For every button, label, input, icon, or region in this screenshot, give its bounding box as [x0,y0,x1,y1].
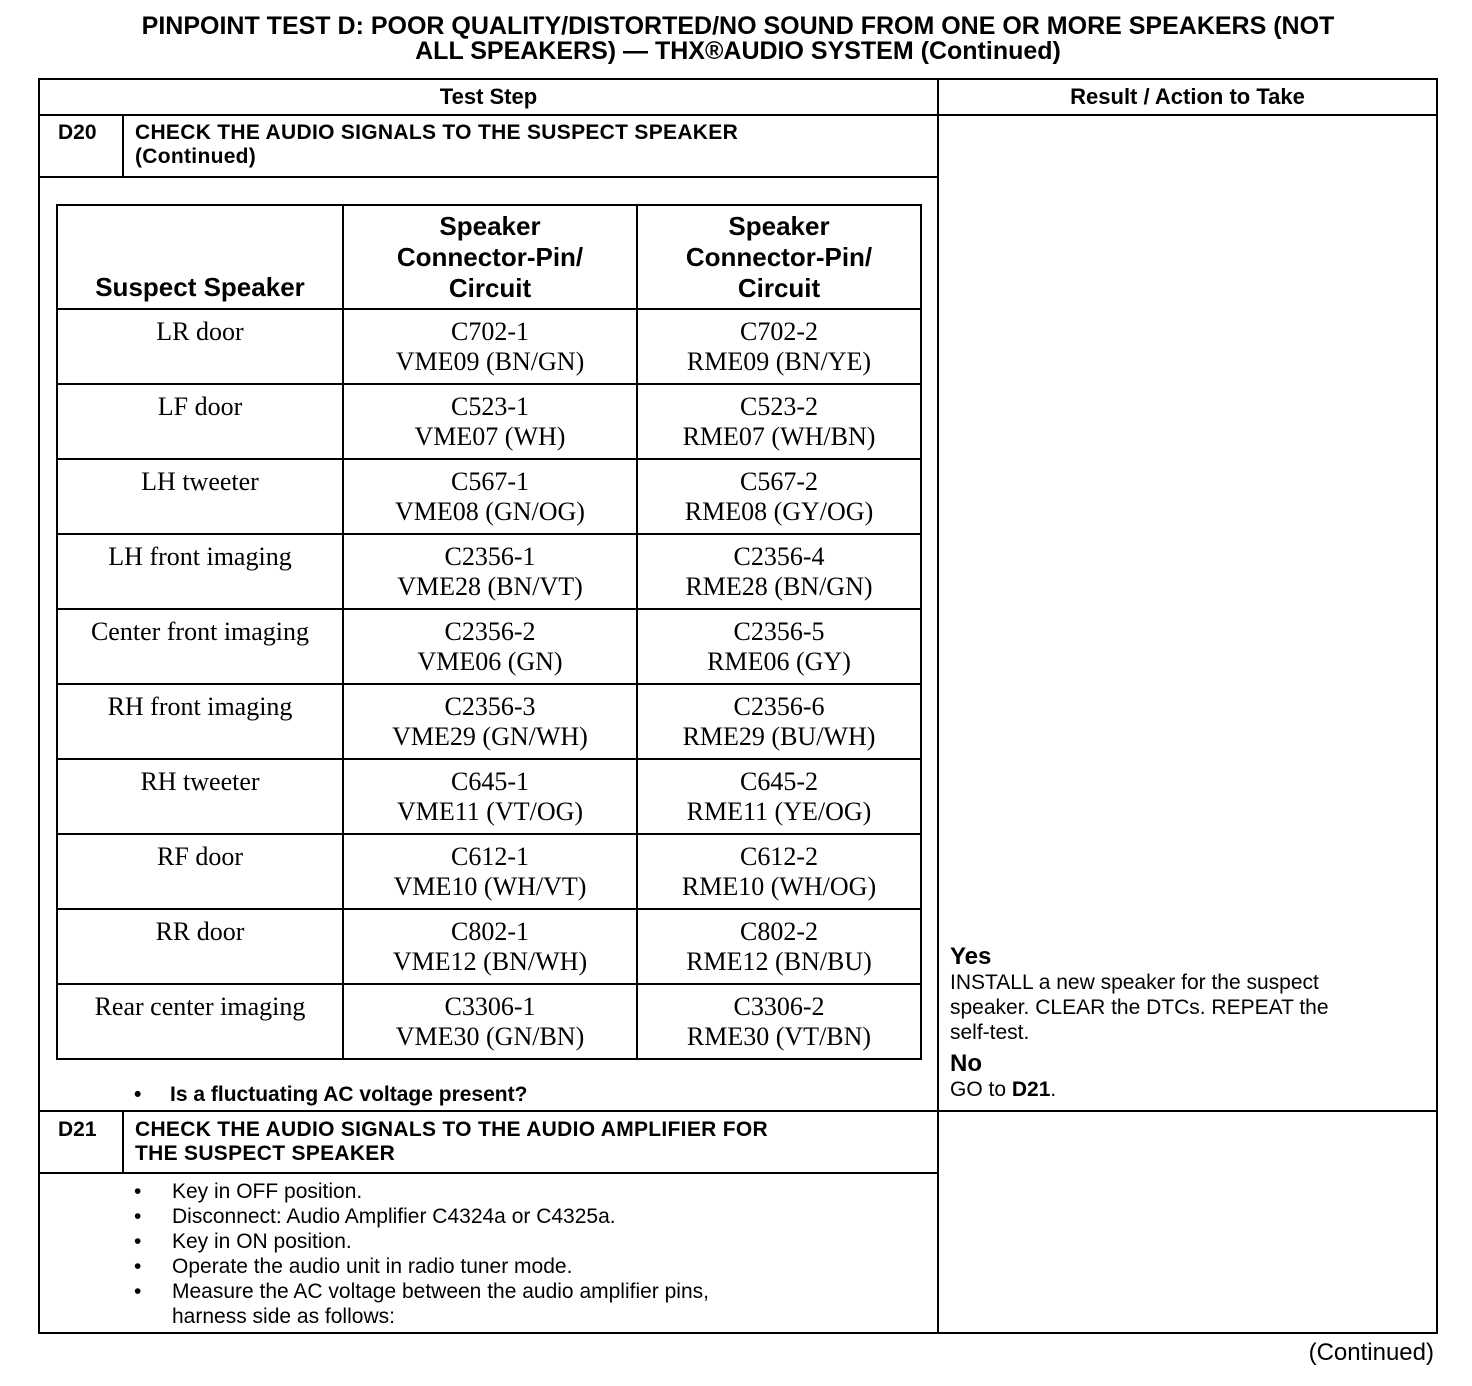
connector-pin: C523-2 [740,392,818,421]
d21-instructions [134,1179,709,1329]
bullet: • [134,1280,142,1303]
step-title-d20 [135,121,738,169]
speaker-table-header-pin-1-line-3: Circuit [448,273,532,303]
d21-bullet-list [134,1179,709,1304]
connector-pin-cell-2 [638,910,920,985]
circuit: RME06 (GY) [707,647,851,676]
connector-pin-cell-1 [344,835,636,910]
suspect-speaker-cell [58,685,342,760]
circuit: VME09 (BN/GN) [395,347,585,376]
speaker-table-header-suspect: Suspect Speaker [95,272,305,302]
circuit: VME07 (WH) [414,422,566,451]
suspect-speaker-name: LH tweeter [141,467,259,496]
question-d20 [134,1083,527,1107]
list-item-text: Operate the audio unit in radio tuner mode. [172,1255,573,1278]
step-title-d20-line-2: (Continued) [135,145,257,168]
circuit: RME10 (WH/OG) [681,872,877,901]
circuit: VME08 (GN/OG) [395,497,585,526]
bullet: • [134,1180,142,1203]
connector-pin: C567-1 [451,467,529,496]
suspect-speaker-cell [58,985,342,1060]
result-yes-line-3: self-test. [950,1021,1030,1044]
connector-pin: C2356-5 [733,617,825,646]
step-title-d20-line-1: CHECK THE AUDIO SIGNALS TO THE SUSPECT SPEAKER [135,121,739,144]
connector-pin-cell-2 [638,460,920,535]
table-row [58,610,920,685]
connector-pin: C802-1 [451,917,529,946]
result-yes-line-1: INSTALL a new speaker for the suspect [950,971,1319,994]
list-item-text: Measure the AC voltage between the audio amplifier pins, [172,1280,709,1303]
connector-pin: C3306-1 [444,992,536,1021]
connector-pin-cell-2 [638,535,920,610]
speaker-table-header-pin-2-line-3: Circuit [737,273,821,303]
bullet: • [134,1083,142,1106]
connector-pin: C3306-2 [733,992,825,1021]
step-divider-d21 [40,1110,1436,1112]
connector-pin-cell-1 [344,460,636,535]
result-no-label: No [950,1050,982,1077]
connector-pin: C702-2 [740,317,818,346]
table-row [58,760,920,835]
step-title-d21-line-1: CHECK THE AUDIO SIGNALS TO THE AUDIO AMPLIFIER FOR [135,1118,768,1141]
connector-pin-cell-1 [344,985,636,1060]
connector-pin: C612-1 [451,842,529,871]
continued-label: (Continued) [1308,1339,1434,1366]
connector-pin-cell-2 [638,760,920,835]
table-row [58,835,920,910]
connector-pin: C612-2 [740,842,818,871]
connector-pin-cell-1 [344,310,636,385]
suspect-speaker-name: Center front imaging [90,617,310,646]
page-title [40,14,1436,64]
connector-pin: C2356-4 [733,542,825,571]
step-title-d21 [135,1118,768,1166]
circuit: RME07 (WH/BN) [682,422,876,451]
connector-pin-cell-1 [344,760,636,835]
speaker-table-header-pin-2-line-1: Speaker [728,211,830,241]
step-title-d21-line-2: THE SUSPECT SPEAKER [135,1142,396,1165]
header-divider [40,114,1436,116]
result-no-period: . [1050,1078,1057,1101]
connector-pin: C802-2 [740,917,818,946]
page-title-line-1: PINPOINT TEST D: POOR QUALITY/DISTORTED/NO SOUND FROM ONE OR MORE SPEAKERS (NOT [141,12,1335,40]
circuit: RME09 (BN/YE) [686,347,872,376]
list-item-text: Key in OFF position. [172,1180,363,1203]
connector-pin-cell-1 [344,535,636,610]
suspect-speaker-cell [58,910,342,985]
step-id-d21: D21 [58,1118,97,1141]
circuit: VME28 (BN/VT) [397,572,583,601]
result-no-line [950,1077,1329,1102]
step-id-divider-d20 [122,116,124,176]
result-yes-line-2: speaker. CLEAR the DTCs. REPEAT the [950,996,1329,1019]
result-no-text: GO to [950,1078,1012,1101]
column-divider [937,80,939,1332]
connector-pin: C567-2 [740,467,818,496]
speaker-table-header-pin-1-line-1: Speaker [439,211,541,241]
suspect-speaker-name: RH front imaging [107,692,293,721]
suspect-speaker-name: RH tweeter [140,767,260,796]
connector-pin-cell-2 [638,685,920,760]
connector-pin: C2356-1 [444,542,536,571]
header-test-step: Test Step [439,84,538,109]
bullet: • [134,1205,142,1228]
suspect-speaker-name: RF door [157,842,243,871]
table-row [58,910,920,985]
suspect-speaker-name: LF door [157,392,243,421]
connector-pin: C645-1 [451,767,529,796]
bullet: • [134,1255,142,1278]
circuit: VME11 (VT/OG) [396,797,584,826]
suspect-speaker-cell [58,310,342,385]
speaker-table-header-pin-1-line-2: Connector-Pin/ [396,242,584,272]
circuit: VME10 (WH/VT) [393,872,587,901]
step-id-divider-d21 [122,1112,124,1172]
list-item-text: Disconnect: Audio Amplifier C4324a or C4325a. [172,1205,616,1228]
list-item [134,1229,709,1254]
list-item [134,1279,709,1304]
result-yes-label: Yes [950,943,992,970]
suspect-speaker-cell [58,535,342,610]
suspect-speaker-cell [58,385,342,460]
circuit: VME12 (BN/WH) [392,947,588,976]
suspect-speaker-cell [58,610,342,685]
table-row [58,310,920,385]
circuit: VME30 (GN/BN) [395,1022,585,1051]
result-no-target: D21 [1011,1078,1051,1101]
connector-pin-cell-2 [638,310,920,385]
step-title-divider-d21 [40,1172,937,1174]
page-title-line-2: ALL SPEAKERS) — THX®AUDIO SYSTEM (Continued) [415,37,1061,65]
connector-pin: C2356-6 [733,692,825,721]
connector-pin: C702-1 [451,317,529,346]
suspect-speaker-name: LR door [156,317,244,346]
suspect-speaker-name: Rear center imaging [94,992,306,1021]
connector-pin: C2356-2 [444,617,536,646]
question-text: Is a fluctuating AC voltage present? [170,1083,528,1106]
connector-pin-cell-2 [638,610,920,685]
circuit: VME29 (GN/WH) [392,722,588,751]
connector-pin-cell-2 [638,985,920,1060]
d21-bullet-continuation [134,1304,709,1329]
header-result-action: Result / Action to Take [1070,84,1305,109]
circuit: RME08 (GY/OG) [684,497,874,526]
bullet: • [134,1230,142,1253]
circuit: RME12 (BN/BU) [686,947,872,976]
circuit: RME11 (YE/OG) [686,797,872,826]
connector-pin: C523-1 [451,392,529,421]
table-row [58,385,920,460]
connector-pin-cell-1 [344,610,636,685]
table-row [58,685,920,760]
connector-pin-cell-2 [638,835,920,910]
circuit: RME30 (VT/BN) [686,1022,872,1051]
table-row [58,985,920,1060]
speaker-connector-table [56,204,922,1060]
suspect-speaker-cell [58,460,342,535]
connector-pin: C645-2 [740,767,818,796]
suspect-speaker-cell [58,835,342,910]
connector-pin: C2356-3 [444,692,536,721]
list-item [134,1204,709,1229]
table-row [58,460,920,535]
connector-pin-cell-2 [638,385,920,460]
suspect-speaker-name: RR door [155,917,245,946]
connector-pin-cell-1 [344,385,636,460]
suspect-speaker-name: LH front imaging [108,542,292,571]
pinpoint-test-table [38,78,1438,1334]
speaker-table-header-pin-2 [638,211,920,304]
list-item [134,1179,709,1204]
step-title-divider-d20 [40,176,937,178]
suspect-speaker-cell [58,760,342,835]
circuit: VME06 (GN) [417,647,563,676]
result-d20 [950,944,1329,1102]
circuit: RME28 (BN/GN) [685,572,873,601]
list-item-text: Key in ON position. [172,1230,352,1253]
d21-bullet-continuation-text: harness side as follows: [172,1305,395,1328]
table-row [58,535,920,610]
circuit: RME29 (BU/WH) [682,722,876,751]
connector-pin-cell-1 [344,685,636,760]
speaker-table-header-pin-1 [344,211,636,304]
speaker-table-header-pin-2-line-2: Connector-Pin/ [685,242,873,272]
step-id-d20: D20 [58,121,97,144]
connector-pin-cell-1 [344,910,636,985]
list-item [134,1254,709,1279]
